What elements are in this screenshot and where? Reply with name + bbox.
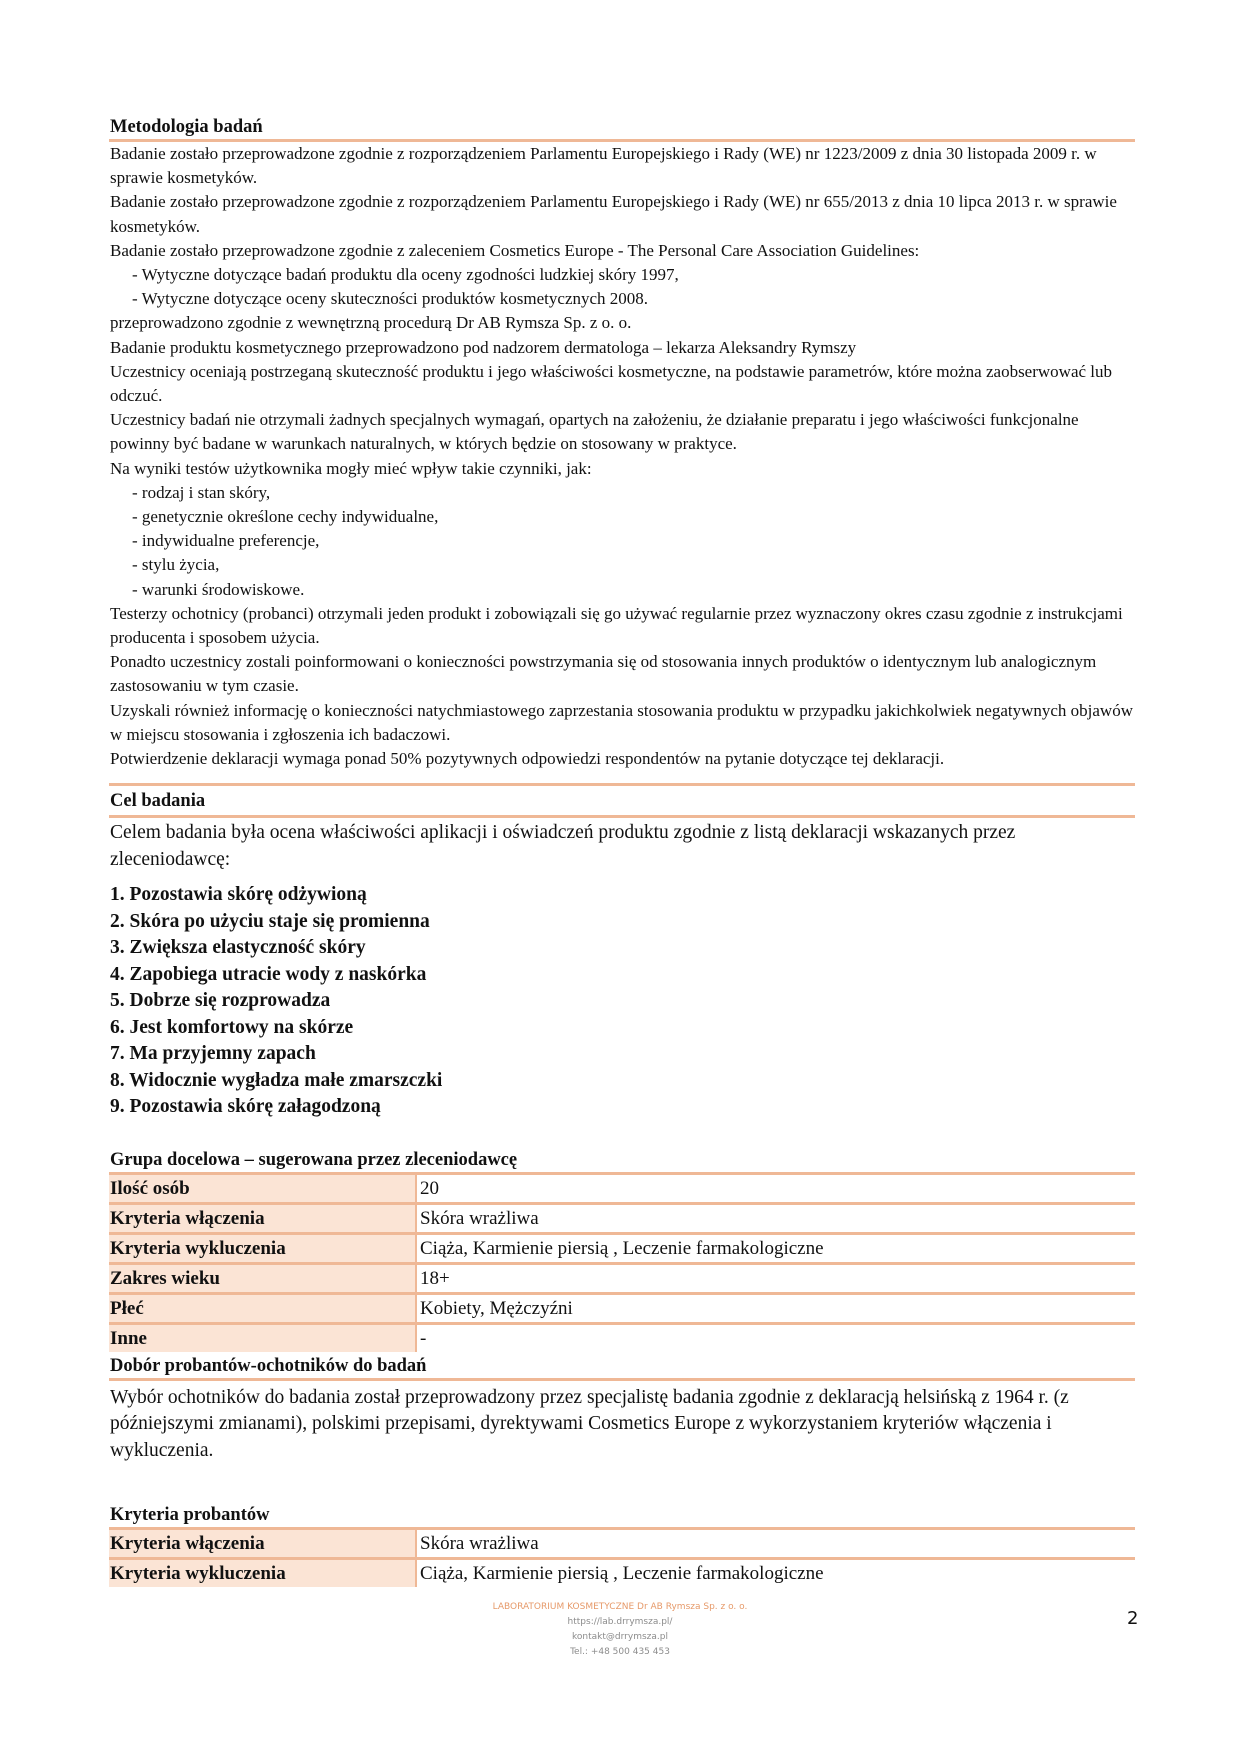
methodology-paragraph: Badanie zostało przeprowadzone zgodnie z zaleceniem Cosmetics Europe - The Personal Care Association Guidelines: <box>110 240 920 260</box>
methodology-paragraph: przeprowadzono zgodnie z wewnętrzną procedurą Dr AB Rymsza Sp. z o. o. <box>110 313 632 333</box>
row-label: Kryteria włączenia <box>109 1529 416 1559</box>
declaration-item: 5. Dobrze się rozprowadza <box>110 990 331 1012</box>
row-label: Płeć <box>109 1293 416 1323</box>
footer-email-link[interactable]: kontakt@drrymsza.pl <box>572 1632 668 1642</box>
row-value: 20 <box>416 1173 1135 1203</box>
methodology-bullet: - Wytyczne dotyczące badań produktu dla oceny zgodności ludzkiej skóry 1997, <box>132 265 679 285</box>
footer-lab-name: LABORATORIUM KOSMETYCZNE Dr AB Rymsza Sp. z o. o. <box>492 1602 748 1612</box>
methodology-paragraph: Badanie produktu kosmetycznego przeprowadzono pod nadzorem dermatologa – lekarza Aleksandry Rymszy <box>110 337 857 357</box>
methodology-paragraph: Potwierdzenie deklaracji wymaga ponad 50% pozytywnych odpowiedzi respondentów na pytanie dotyczące tej deklaracji. <box>110 749 945 769</box>
methodology-bullet: - warunki środowiskowe. <box>132 579 305 599</box>
table-row <box>109 1233 1135 1263</box>
section-divider <box>109 815 1135 818</box>
criteria-title: Kryteria probantów <box>110 1505 270 1526</box>
selection-body <box>109 1385 1135 1465</box>
selection-text: Wybór ochotników do badania został przeprowadzony przez specjalistę badania zgodnie z deklaracją helsińską z 1964 r. (z późniejszymi zmianami), polskimi przepisami, dyrektywami Cosmetics Europe z wykorzystaniem kryteriów włączenia i wykluczenia. <box>110 1386 1069 1461</box>
row-value: Ciąża, Karmienie piersią , Leczenie farmakologiczne <box>416 1559 1135 1588</box>
methodology-body <box>109 142 1135 771</box>
declaration-item: 4. Zapobiega utracie wody z naskórka <box>110 963 427 985</box>
row-label: Kryteria wykluczenia <box>109 1233 416 1263</box>
methodology-bullet: - genetycznie określone cechy indywidualne, <box>132 507 439 527</box>
row-label: Kryteria włączenia <box>109 1203 416 1233</box>
methodology-bullet: - stylu życia, <box>132 555 220 575</box>
declaration-item: 9. Pozostawia skórę załagodzoną <box>110 1096 381 1118</box>
methodology-paragraph: Badanie zostało przeprowadzone zgodnie z rozporządzeniem Parlamentu Europejskiego i Rady (WE) nr 655/2013 z dnia 10 lipca 2013 r. w sprawie kosmetyków. <box>110 192 1117 236</box>
table-row <box>109 1293 1135 1323</box>
page-footer <box>0 1600 1240 1660</box>
methodology-paragraph: Uzyskali również informację o konieczności natychmiastowego zaprzestania stosowania produktu w przypadku jakichkolwiek negatywnych objawów w miejscu stosowania i zgłoszenia ich badaczowi. <box>110 700 1133 744</box>
table-row <box>109 1529 1135 1559</box>
declarations-list <box>109 882 1135 1121</box>
row-label: Inne <box>109 1323 416 1352</box>
page-number: 2 <box>1127 1608 1139 1629</box>
methodology-title: Metodologia badań <box>110 117 263 137</box>
methodology-paragraph: Uczestnicy oceniają postrzeganą skuteczność produktu i jego właściwości kosmetyczne, na podstawie parametrów, które można zaobserwować lub odczuć. <box>110 361 1113 406</box>
row-value: 18+ <box>416 1263 1135 1293</box>
table-row <box>109 1203 1135 1233</box>
row-label: Kryteria wykluczenia <box>109 1559 416 1588</box>
methodology-paragraph: Uczestnicy badań nie otrzymali żadnych specjalnych wymagań, opartych na założeniu, że działanie preparatu i jego właściwości funkcjonalne powinny być badane w warunkach naturalnych, w których będzie on stosowany w praktyce. <box>110 410 1079 454</box>
row-value: Kobiety, Mężczyźni <box>416 1293 1135 1323</box>
table-row <box>109 1559 1135 1588</box>
section-divider <box>109 1378 1135 1381</box>
table-row <box>109 1323 1135 1352</box>
criteria-table <box>109 1527 1135 1587</box>
declaration-item: 7. Ma przyjemny zapach <box>110 1043 316 1065</box>
declaration-item: 8. Widocznie wygładza małe zmarszczki <box>110 1069 443 1091</box>
table-row <box>109 1263 1135 1293</box>
document-page <box>109 114 1135 1587</box>
target-group-table <box>109 1172 1135 1352</box>
selection-title: Dobór probantów-ochotników do badań <box>110 1355 427 1376</box>
table-row <box>109 1173 1135 1203</box>
target-group-title: Grupa docelowa – sugerowana przez zleceniodawcę <box>110 1149 518 1170</box>
row-label: Zakres wieku <box>109 1263 416 1293</box>
methodology-paragraph: Badanie zostało przeprowadzone zgodnie z rozporządzeniem Parlamentu Europejskiego i Rady (WE) nr 1223/2009 z dnia 30 listopada 2009 r. w sprawie kosmetyków. <box>110 144 1097 188</box>
row-value: Skóra wrażliwa <box>416 1529 1135 1559</box>
goal-title: Cel badania <box>110 791 206 812</box>
declaration-item: 1. Pozostawia skórę odżywioną <box>110 884 367 906</box>
row-label: Ilość osób <box>109 1173 416 1203</box>
declaration-item: 3. Zwiększa elastyczność skóry <box>110 937 366 959</box>
declaration-item: 6. Jest komfortowy na skórze <box>110 1016 354 1038</box>
methodology-paragraph: Ponadto uczestnicy zostali poinformowani o konieczności powstrzymania się od stosowania innych produktów o identycznym lub analogicznym zastosowaniu w tym czasie. <box>110 652 1097 696</box>
footer-phone: Tel.: +48 500 435 453 <box>570 1647 670 1657</box>
methodology-paragraph: Testerzy ochotnicy (probanci) otrzymali jeden produkt i zobowiązali się go używać regularnie przez wyznaczony okres czasu zgodnie z instrukcjami producenta i sposobem użycia. <box>110 603 1123 648</box>
methodology-bullet: - indywidualne preferencje, <box>132 531 320 551</box>
methodology-bullet: - rodzaj i stan skóry, <box>132 482 271 502</box>
methodology-bullet: - Wytyczne dotyczące oceny skuteczności produktów kosmetycznych 2008. <box>132 289 649 309</box>
row-value: - <box>416 1323 1135 1352</box>
goal-intro-text: Celem badania była ocena właściwości aplikacji i oświadczeń produktu zgodnie z listą deklaracji wskazanych przez zleceniodawcę: <box>110 822 1016 870</box>
row-value: Skóra wrażliwa <box>416 1203 1135 1233</box>
declaration-item: 2. Skóra po użyciu staje się promienna <box>110 910 430 932</box>
goal-intro <box>109 820 1135 873</box>
footer-website-link[interactable]: https://lab.drrymsza.pl/ <box>567 1617 673 1627</box>
methodology-paragraph: Na wyniki testów użytkownika mogły mieć wpływ takie czynniki, jak: <box>110 458 592 478</box>
row-value: Ciąża, Karmienie piersią , Leczenie farmakologiczne <box>416 1233 1135 1263</box>
